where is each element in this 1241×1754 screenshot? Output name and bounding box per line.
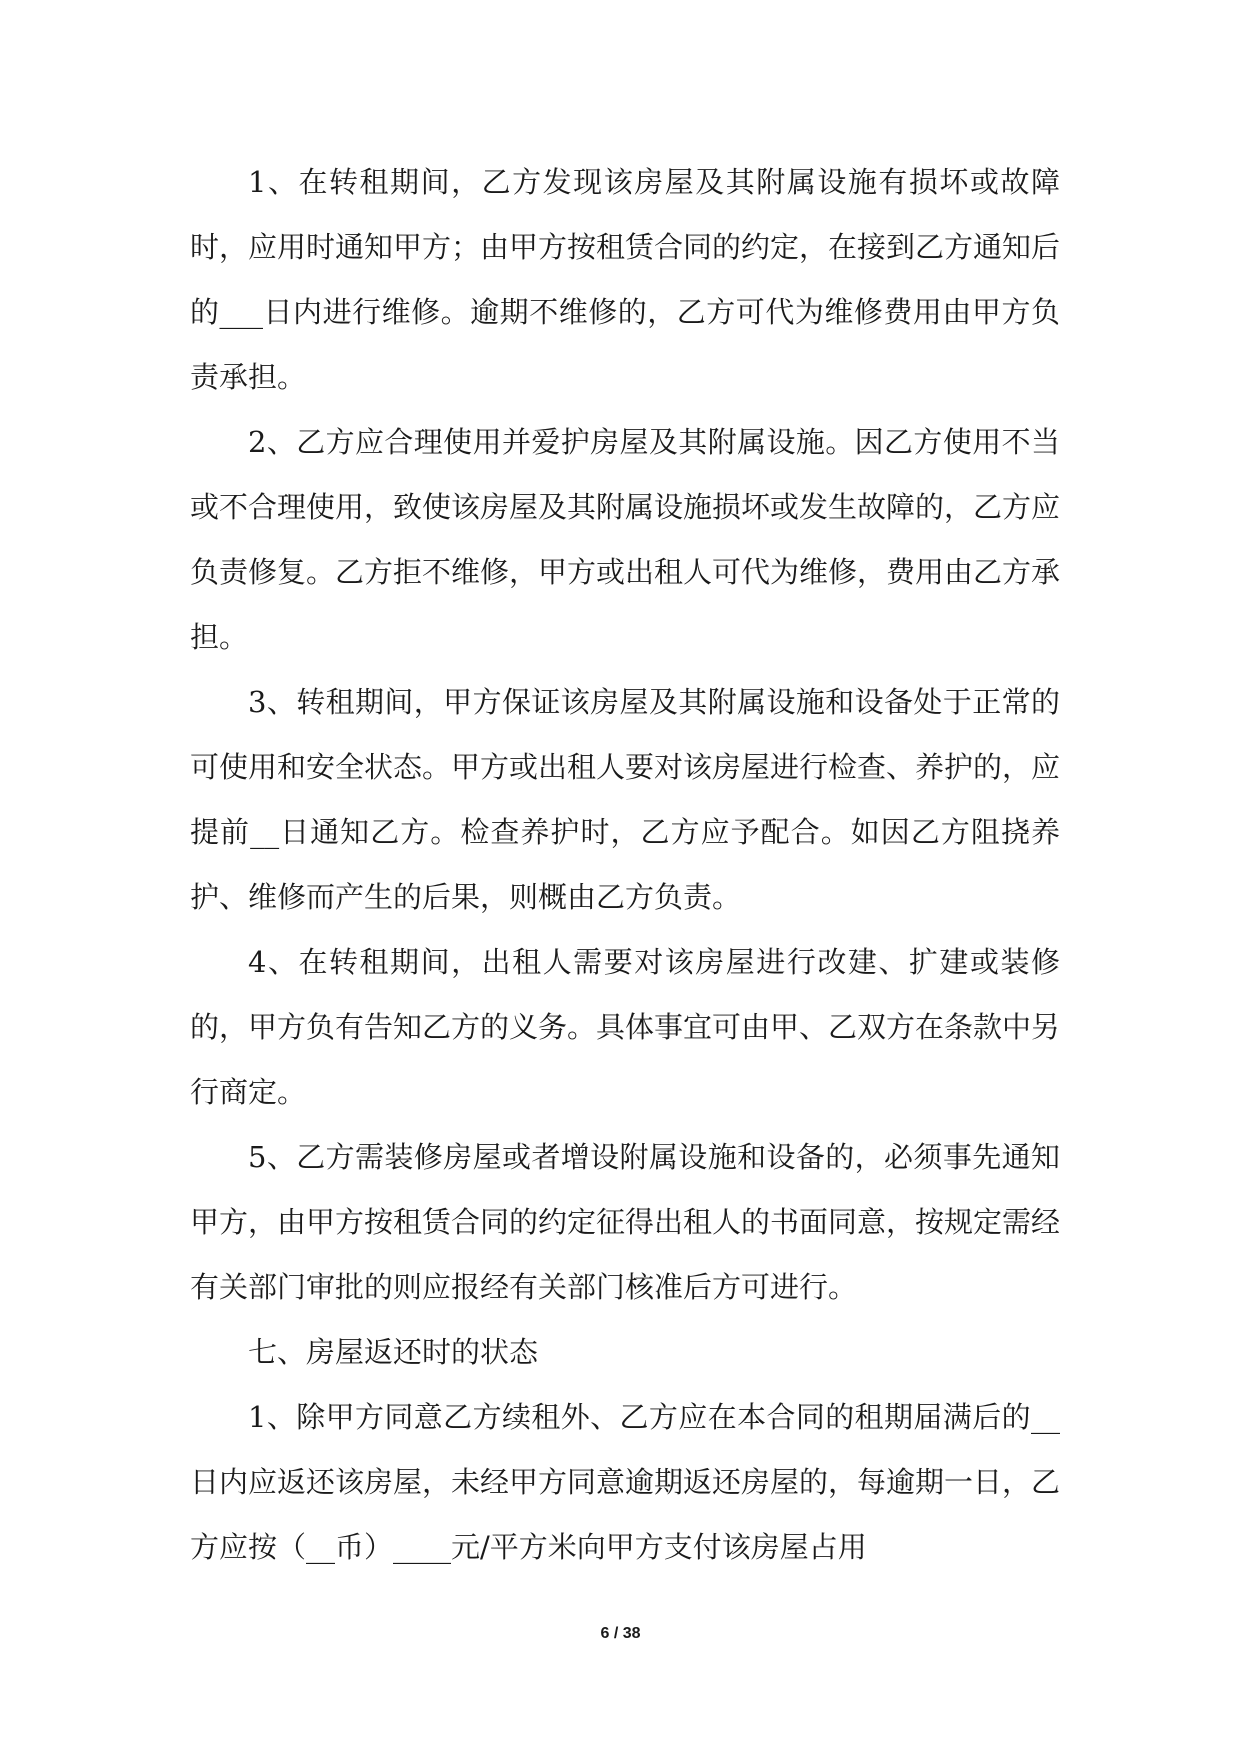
document-body <box>190 150 1060 1580</box>
section-heading-return-state: 七、房屋返还时的状态 <box>248 1335 539 1369</box>
paragraph-proper-use: 2、乙方应合理使用并爱护房屋及其附属设施。因乙方使用不当或不合理使用，致使该房屋及其附属设施损坏或发生故障的，乙方应负责修复。乙方拒不维修，甲方或出租人可代为维修，费用由乙方承担。 <box>190 425 1061 654</box>
paragraph-repair-notification: 1、在转租期间，乙方发现该房屋及其附属设施有损坏或故障时，应用时通知甲方；由甲方按租赁合同的约定，在接到乙方通知后的___日内进行维修。逾期不维修的，乙方可代为维修费用由甲方负责承担。 <box>190 165 1061 394</box>
paragraph-return-deadline: 1、除甲方同意乙方续租外、乙方应在本合同的租期届满后的__日内应返还该房屋，未经甲方同意逾期返还房屋的，每逾期一日，乙方应按（__币）____元/平方米向甲方支付该房屋占用 <box>190 1400 1061 1564</box>
page-number: 6 / 38 <box>600 1625 641 1642</box>
paragraph-renovation-notice: 4、在转租期间，出租人需要对该房屋进行改建、扩建或装修的，甲方负有告知乙方的义务。具体事宜可由甲、乙双方在条款中另行商定。 <box>190 945 1061 1109</box>
paragraph-decoration-approval: 5、乙方需装修房屋或者增设附属设施和设备的，必须事先通知甲方，由甲方按租赁合同的约定征得出租人的书面同意，按规定需经有关部门审批的则应报经有关部门核准后方可进行。 <box>190 1140 1061 1304</box>
paragraph-safety-inspection: 3、转租期间，甲方保证该房屋及其附属设施和设备处于正常的可使用和安全状态。甲方或出租人要对该房屋进行检查、养护的，应提前__日通知乙方。检查养护时，乙方应予配合。如因乙方阻挠养护、维修而产生的后果，则概由乙方负责。 <box>190 685 1061 914</box>
